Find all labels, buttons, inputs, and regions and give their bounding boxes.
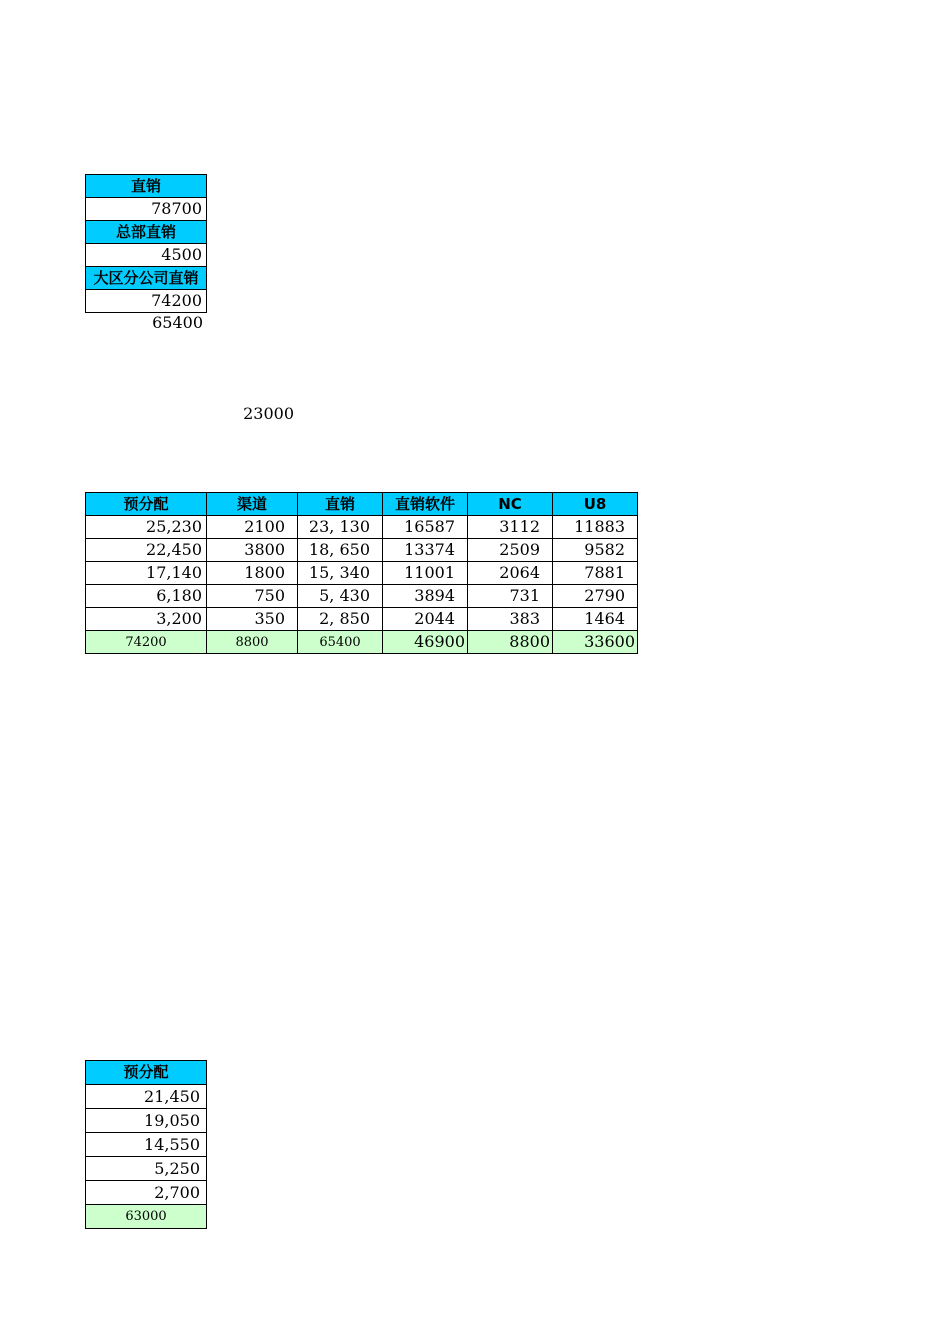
table-header: 直销: [297, 492, 383, 516]
hq-direct-sales-header: 总部直销: [85, 220, 207, 244]
table-cell: 22,450: [85, 538, 207, 562]
bottom-table-cell: 2,700: [85, 1180, 207, 1205]
table-cell: 9582: [552, 538, 638, 562]
table-cell: 750: [206, 584, 298, 608]
bottom-table-cell: 21,450: [85, 1084, 207, 1109]
table-cell: 2100: [206, 515, 298, 539]
table-cell: 2, 850: [297, 607, 383, 631]
region-direct-sales-header: 大区分公司直销: [85, 266, 207, 290]
direct-sales-value: 78700: [85, 197, 207, 221]
table-cell: 731: [467, 584, 553, 608]
table-total-cell: 8800: [467, 630, 553, 654]
table-total-cell: 33600: [552, 630, 638, 654]
table-cell: 7881: [552, 561, 638, 585]
table-cell: 3894: [382, 584, 468, 608]
table-cell: 1800: [206, 561, 298, 585]
table-cell: 2044: [382, 607, 468, 631]
bottom-table-header: 预分配: [85, 1060, 207, 1085]
table-cell: 3112: [467, 515, 553, 539]
table-cell: 16587: [382, 515, 468, 539]
region-direct-sales-value: 74200: [85, 289, 207, 313]
hq-direct-sales-value: 4500: [85, 243, 207, 267]
table-header: 直销软件: [382, 492, 468, 516]
table-cell: 2064: [467, 561, 553, 585]
table-cell: 3800: [206, 538, 298, 562]
table-cell: 15, 340: [297, 561, 383, 585]
table-cell: 11883: [552, 515, 638, 539]
table-cell: 5, 430: [297, 584, 383, 608]
table-header: NC: [467, 492, 553, 516]
table-total-cell: 8800: [206, 630, 298, 654]
table-cell: 23, 130: [297, 515, 383, 539]
bottom-table-total: 63000: [85, 1204, 207, 1229]
table-cell: 25,230: [85, 515, 207, 539]
floating-value: 23000: [243, 404, 294, 423]
table-cell: 2790: [552, 584, 638, 608]
table-cell: 11001: [382, 561, 468, 585]
table-total-cell: 65400: [297, 630, 383, 654]
direct-sales-header: 直销: [85, 174, 207, 198]
bottom-table-cell: 5,250: [85, 1156, 207, 1181]
table-total-cell: 46900: [382, 630, 468, 654]
table-cell: 17,140: [85, 561, 207, 585]
bottom-table-cell: 19,050: [85, 1108, 207, 1133]
table-cell: 383: [467, 607, 553, 631]
table-cell: 350: [206, 607, 298, 631]
table-cell: 1464: [552, 607, 638, 631]
table-total-cell: 74200: [85, 630, 207, 654]
table-cell: 13374: [382, 538, 468, 562]
free-value-65400: 65400: [152, 313, 203, 332]
bottom-table-cell: 14,550: [85, 1132, 207, 1157]
table-header: 预分配: [85, 492, 207, 516]
table-cell: 3,200: [85, 607, 207, 631]
table-cell: 2509: [467, 538, 553, 562]
table-header: U8: [552, 492, 638, 516]
table-cell: 6,180: [85, 584, 207, 608]
table-header: 渠道: [206, 492, 298, 516]
table-cell: 18, 650: [297, 538, 383, 562]
